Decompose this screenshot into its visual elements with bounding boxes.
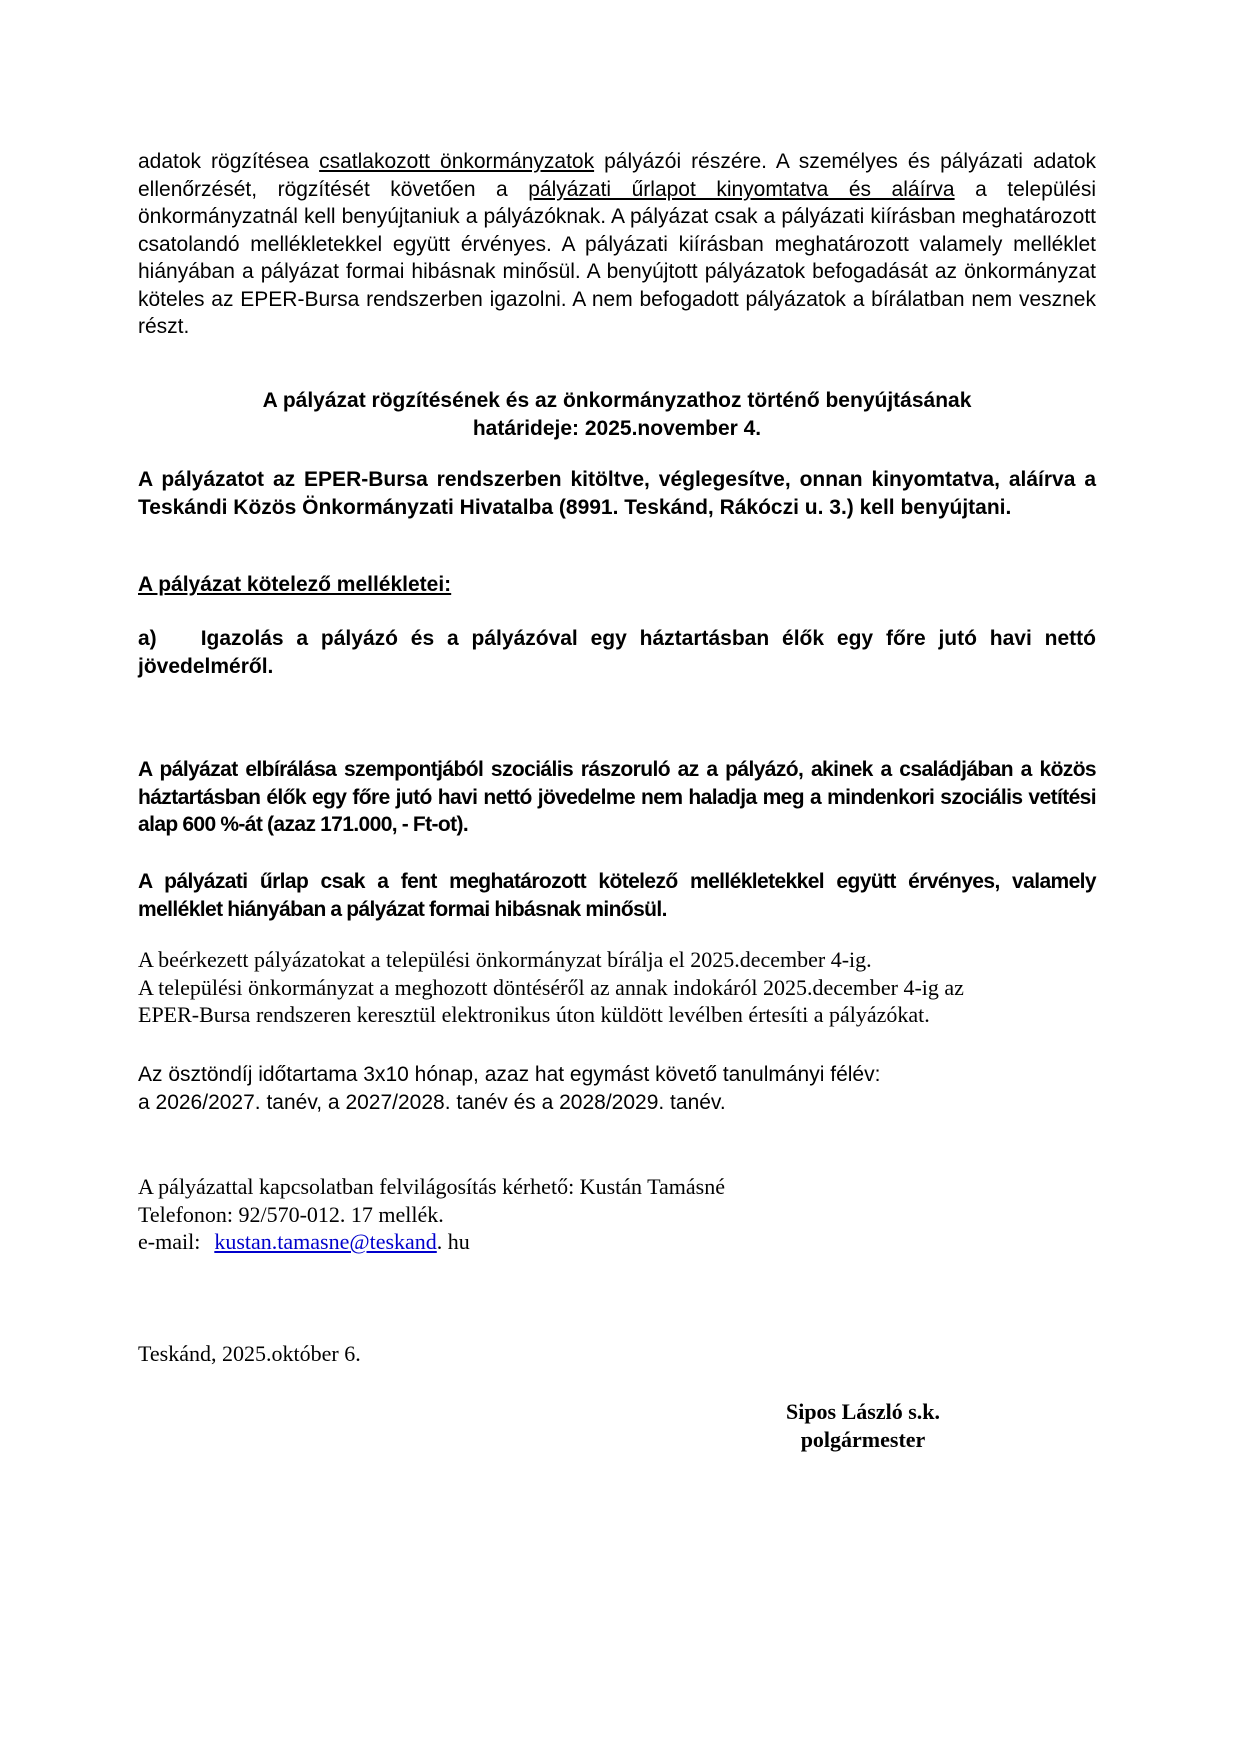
deadline-heading — [138, 387, 1096, 442]
signature-title: polgármester — [800, 1426, 926, 1452]
intro-underlined-phrase-1: csatlakozott önkormányzatok — [319, 150, 595, 173]
contact-email-label: e-mail: — [138, 1229, 201, 1254]
intro-text-1: adatok rögzítésea — [138, 150, 320, 173]
contact-phone-line: Telefonon: 92/570-012. 17 mellék. — [138, 1201, 444, 1227]
date-line: Teskánd, 2025.október 6. — [138, 1341, 361, 1366]
intro-text-2: pályázói részére. A személyes és pályázati adatok ellenőrzését, rögzítését követően a — [138, 150, 1097, 201]
submission-paragraph: A pályázatot az EPER-Bursa rendszerben kitöltve, véglegesítve, onnan kinyomtatva, aláírva a Teskándi Közös Önkormányzati Hivatalba (8991. Teskánd, Rákóczi u. 3.) kell benyújtani. — [138, 468, 1096, 519]
duration-paragraph — [138, 1061, 1096, 1116]
attachment-item-a-marker: a) — [138, 627, 157, 650]
attachments-heading-text: A pályázat kötelező mellékletei: — [138, 573, 452, 596]
decision-line-2: A települési önkormányzat a meghozott döntéséről az annak indokáról 2025.december 4-ig az — [138, 974, 964, 1000]
attachments-heading — [138, 571, 1096, 599]
attachment-item-a-text: Igazolás a pályázó és a pályázóval egy háztartásban élők egy főre jutó havi nettó jövedelméről. — [138, 627, 1096, 678]
validity-paragraph: A pályázati űrlap csak a fent meghatározott kötelező mellékletekkel együtt érvényes, valamely melléklet hiányában a pályázat formai hibásnak minősül. — [138, 870, 1096, 921]
contact-email-line — [138, 1228, 1096, 1256]
decision-line-3: EPER-Bursa rendszeren keresztül elektronikus úton küldött levélben értesíti a pályázókat. — [138, 1002, 930, 1027]
contact-email-suffix: . hu — [436, 1229, 470, 1254]
attachment-item-a — [138, 625, 1096, 680]
intro-underlined-phrase-2: pályázati űrlapot kinyomtatva és aláírva — [528, 177, 955, 201]
contact-person-line: A pályázattal kapcsolatban felvilágosítás kérhető: Kustán Tamásné — [138, 1174, 725, 1199]
decision-line-1: A beérkezett pályázatokat a települési önkormányzat bírálja el 2025.december 4-ig. — [138, 947, 872, 972]
deadline-heading-line2: határideje: 2025.november 4. — [472, 416, 762, 440]
intro-paragraph — [138, 148, 1096, 341]
contact-block — [138, 1173, 1096, 1256]
duration-line-1: Az ösztöndíj időtartama 3x10 hónap, azaz hat egymást követő tanulmányi félév: — [138, 1063, 881, 1086]
signature-block — [738, 1398, 988, 1453]
intro-text-3: a települési önkormányzatnál kell benyújtaniuk a pályázóknak. A pályázat csak a pályázati kiírásban meghatározott csatolandó mellékletekkel együtt érvényes. A pályázati kiírásban meghatározott valamely melléklet hiányában a pályázat formai hibásnak minősül. A benyújtott pályázatok befogadását az önkormányzat köteles az EPER-Bursa rendszerben igazolni. A nem befogadott pályázatok a bírálatban nem vesznek részt. — [138, 177, 1097, 338]
contact-email-link[interactable]: kustan.tamasne@teskand — [214, 1229, 437, 1254]
social-need-paragraph: A pályázat elbírálása szempontjából szociális rászoruló az a pályázó, akinek a családjában a közös háztartásban élők egy főre jutó havi nettó jövedelme nem haladja meg a mindenkori szociális vetítési alap 600 %-át (azaz 171.000, - Ft-ot). — [138, 758, 1096, 836]
deadline-heading-line1: A pályázat rögzítésének és az önkormányzathoz történő benyújtásának — [262, 389, 972, 412]
decision-paragraph — [138, 946, 1096, 1029]
duration-line-2: a 2026/2027. tanév, a 2027/2028. tanév és a 2028/2029. tanév. — [138, 1090, 726, 1114]
signature-name: Sipos László s.k. — [785, 1399, 941, 1424]
